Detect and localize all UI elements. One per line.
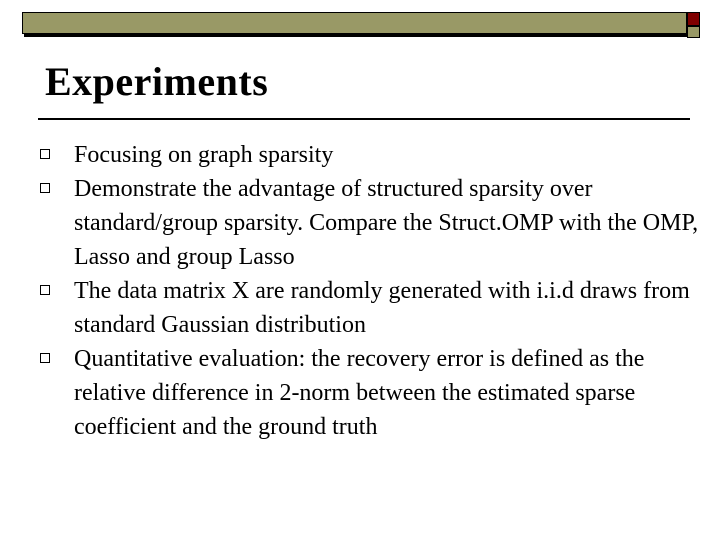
- bullet-item: [36, 172, 706, 274]
- corner-block-dark: [687, 12, 700, 26]
- bullet-text: Focusing on graph sparsity: [74, 142, 334, 168]
- hollow-square-icon: [40, 183, 50, 193]
- title-underline: [38, 118, 690, 120]
- bullet-text: Quantitative evaluation: the recovery error is defined as the relative difference in 2-norm between the estimated sparse coefficient and the ground truth: [74, 346, 645, 440]
- hollow-square-icon: [40, 149, 50, 159]
- top-bar-shadow: [24, 34, 689, 37]
- bullet-list: [36, 138, 706, 444]
- bullet-text: Demonstrate the advantage of structured sparsity over standard/group sparsity. Compare the Struct.OMP with the OMP, Lasso and group Lasso: [74, 176, 699, 270]
- slide-title: Experiments: [45, 59, 269, 104]
- corner-block-light: [687, 26, 700, 38]
- hollow-square-icon: [40, 285, 50, 295]
- bullet-text: The data matrix X are randomly generated with i.i.d draws from standard Gaussian distribution: [74, 278, 690, 338]
- bullet-item: [36, 342, 706, 444]
- bullet-item: [36, 138, 706, 172]
- bullet-item: [36, 274, 706, 342]
- hollow-square-icon: [40, 353, 50, 363]
- top-decorative-bar: [22, 12, 687, 34]
